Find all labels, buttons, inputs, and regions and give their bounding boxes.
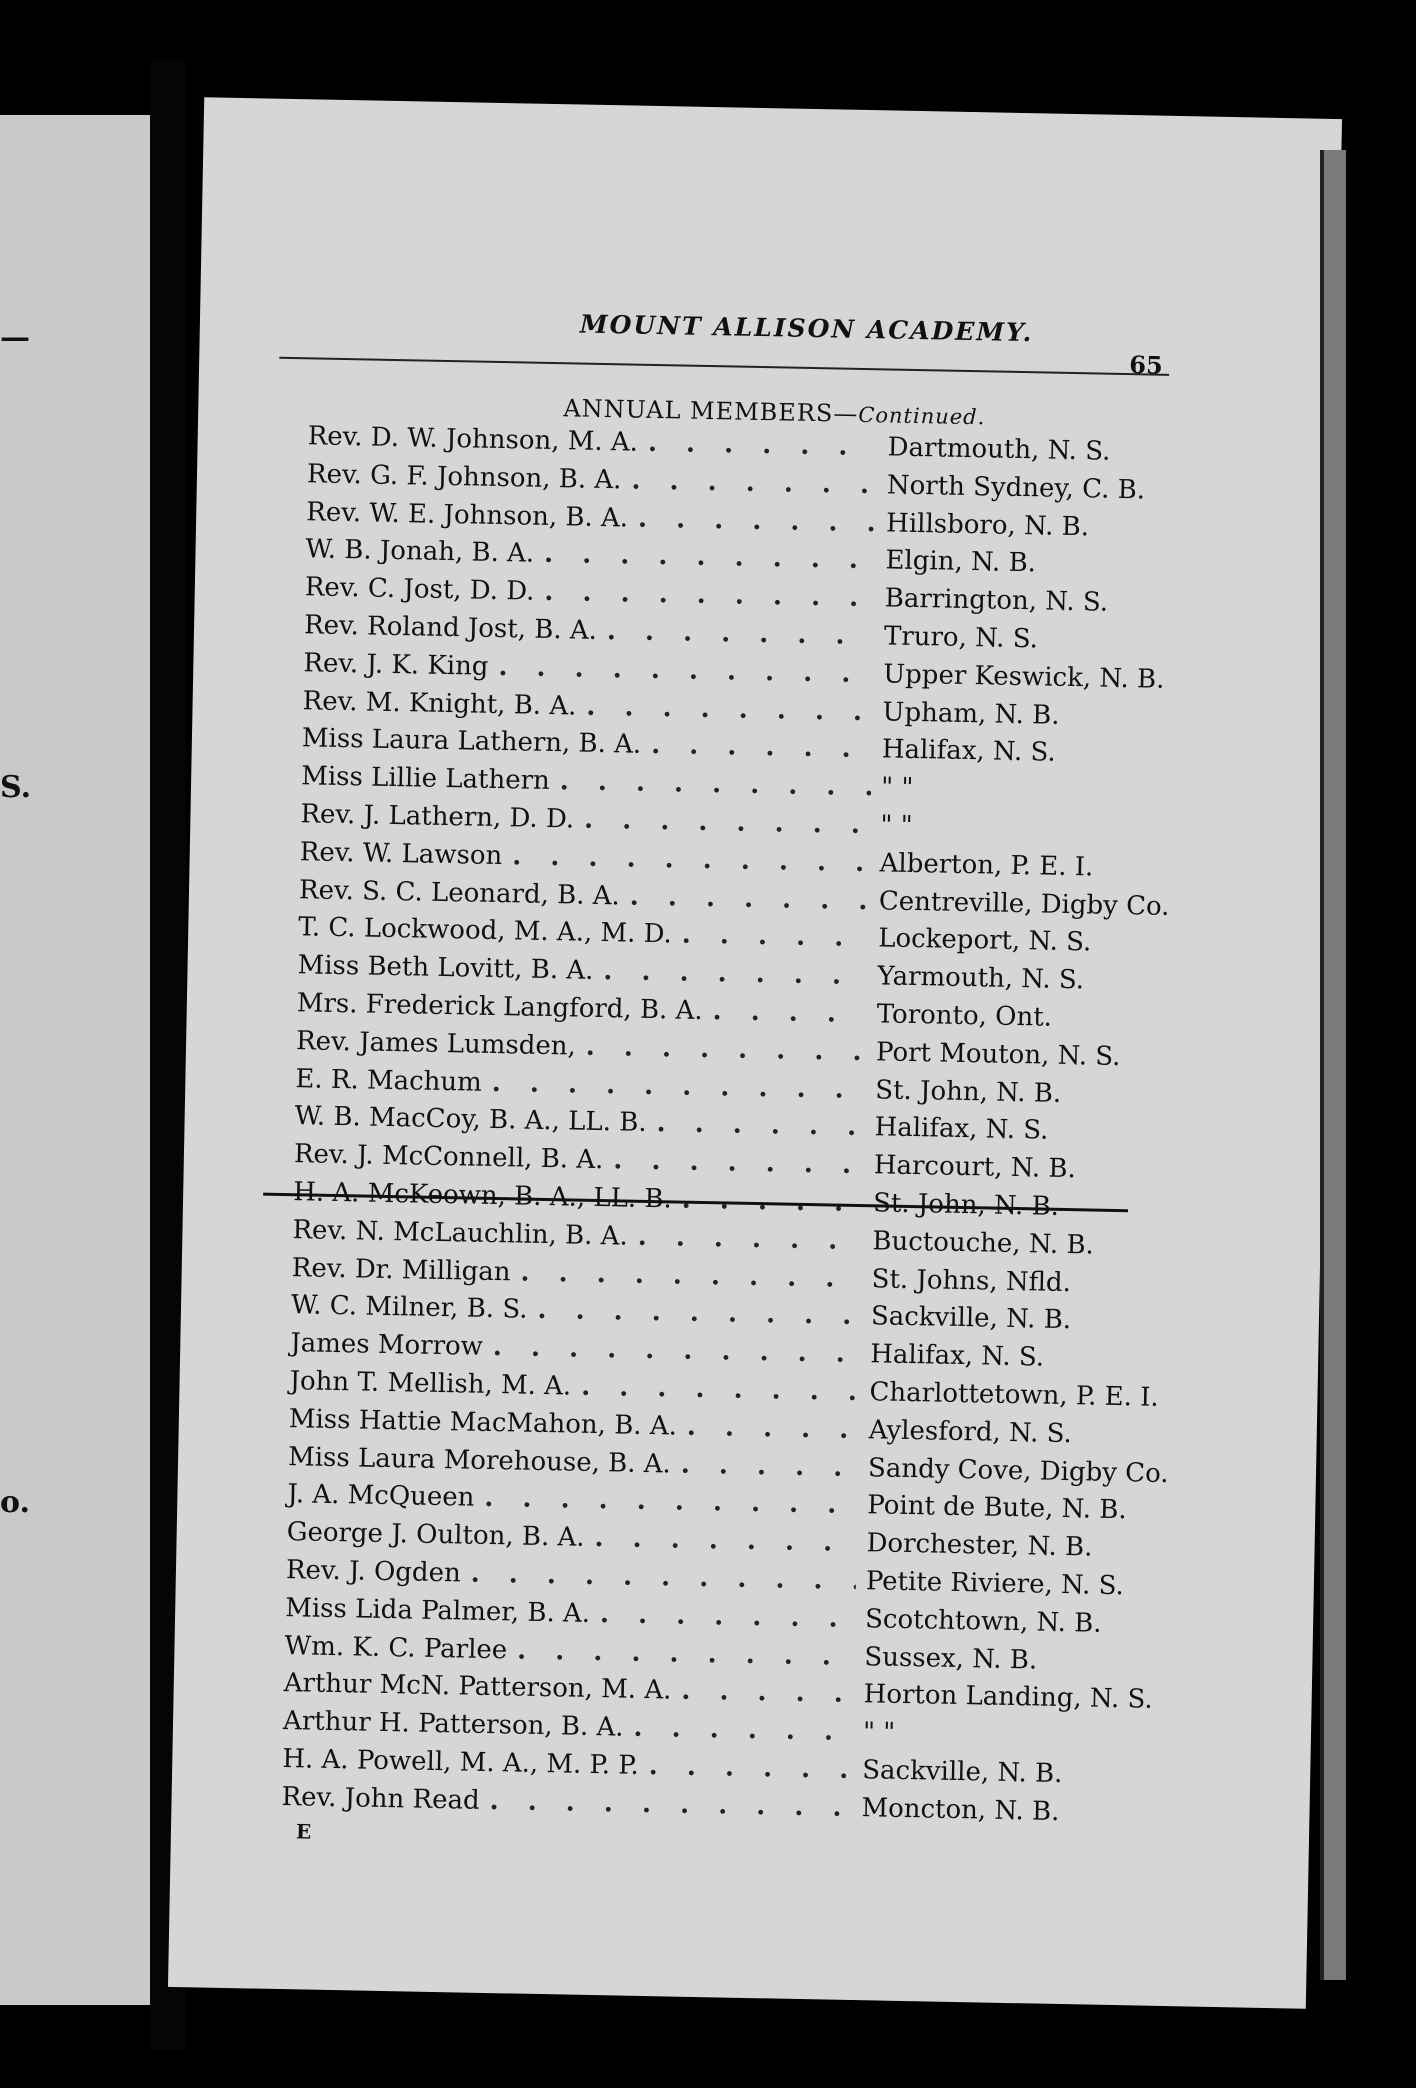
leader-dots <box>559 766 871 802</box>
leader-dots <box>638 503 877 538</box>
member-place: St. John, N. B. <box>872 1188 1060 1222</box>
member-place: Halifax, N. S. <box>874 1112 1049 1146</box>
leader-dots <box>498 652 873 689</box>
member-name: Rev. G. F. Johnson, B. A. <box>306 459 622 496</box>
signature-mark: E <box>295 1819 312 1844</box>
member-place: Halifax, N. S. <box>881 734 1056 769</box>
member-place: Buctouche, N. B. <box>872 1226 1095 1261</box>
member-name: Miss Laura Morehouse, B. A. <box>287 1441 672 1479</box>
member-place: Upper Keswick, N. B. <box>883 659 1165 695</box>
member-name: Rev. C. Jost, D. D. <box>304 572 535 607</box>
member-place: Halifax, N. S. <box>869 1339 1045 1373</box>
member-name: Wm. K. C. Parlee <box>284 1630 508 1665</box>
leader-dots <box>489 1786 851 1823</box>
member-name: H. A. McKeown, B. A., LL. B. <box>292 1177 673 1215</box>
member-name: Rev. J. Lathern, D. D. <box>300 799 575 835</box>
leader-dots <box>537 1295 861 1331</box>
member-name: Rev. N. McLauchlin, B. A. <box>292 1214 629 1252</box>
leader-dots <box>613 1145 864 1180</box>
member-name: H. A. Powell, M. A., M. P. P. <box>282 1743 640 1781</box>
member-name: Rev. John Read <box>281 1781 480 1816</box>
section-continued: Continued. <box>858 402 986 430</box>
member-name: Rev. Roland Jost, B. A. <box>303 610 598 646</box>
member-place: Upham, N. B. <box>882 696 1060 731</box>
member-place: Harcourt, N. B. <box>873 1150 1077 1185</box>
left-page-mark: S. <box>0 770 32 805</box>
leader-dots <box>492 1068 866 1105</box>
leader-dots <box>493 1332 861 1369</box>
member-name: J. A. McQueen <box>287 1479 475 1514</box>
left-page <box>0 115 150 2005</box>
leader-dots <box>631 465 877 500</box>
member-name: Rev. J. McConnell, B. A. <box>293 1139 604 1176</box>
member-name: Rev. W. Lawson <box>299 836 503 871</box>
member-name: John T. Mellish, M. A. <box>289 1366 572 1402</box>
member-name: Miss Laura Lathern, B. A. <box>301 723 642 761</box>
leader-dots <box>470 1559 856 1596</box>
member-place: Sussex, N. B. <box>864 1641 1038 1676</box>
member-name: W. C. Milner, B. S. <box>290 1290 528 1326</box>
leader-dots <box>586 1032 867 1067</box>
member-place: Alberton, P. E. I. <box>879 848 1094 883</box>
member-place: Truro, N. S. <box>883 621 1039 655</box>
member-name: George J. Oulton, B. A. <box>286 1517 585 1553</box>
member-place: Point de Bute, N. B. <box>867 1490 1127 1526</box>
member-name: Mrs. Frederick Langford, B. A. <box>296 988 703 1026</box>
leader-dots <box>682 920 869 954</box>
left-page-mark: — <box>0 320 30 355</box>
member-place: Lockeport, N. S. <box>877 923 1092 958</box>
member-place: Scotchtown, N. B. <box>864 1603 1102 1639</box>
member-place: Elgin, N. B. <box>885 545 1037 579</box>
member-name: Rev. M. Knight, B. A. <box>302 685 577 722</box>
member-name: Arthur McN. Patterson, M. A. <box>283 1668 672 1706</box>
page <box>168 97 1342 2008</box>
running-head: MOUNT ALLISON ACADEMY. <box>579 309 1034 348</box>
member-place: " " <box>880 810 913 841</box>
member-list <box>281 421 1188 1836</box>
leader-dots <box>687 1411 859 1444</box>
member-name: W. B. MacCoy, B. A., LL. B. <box>294 1101 647 1139</box>
leader-dots <box>651 730 872 764</box>
leader-dots <box>584 805 871 840</box>
leader-dots <box>637 1222 862 1256</box>
leader-dots <box>681 1449 859 1482</box>
member-place: Hillsboro, N. B. <box>885 508 1090 542</box>
member-name: Rev. D. W. Johnson, M. A. <box>307 421 639 458</box>
left-page-mark: o. <box>0 1485 30 1520</box>
leader-dots <box>656 1108 865 1142</box>
member-place: North Sydney, C. B. <box>886 470 1146 506</box>
member-place: Sackville, N. B. <box>861 1755 1063 1789</box>
member-name: Rev. S. C. Leonard, B. A. <box>298 874 621 911</box>
member-place: Yarmouth, N. S. <box>877 961 1085 996</box>
member-place: Moncton, N. B. <box>861 1792 1060 1827</box>
leader-dots <box>630 881 870 916</box>
section-title: ANNUAL MEMBERS— <box>563 394 859 428</box>
leader-dots <box>544 539 876 575</box>
member-place: Toronto, Ont. <box>876 999 1053 1033</box>
member-place: Barrington, N. S. <box>884 583 1109 618</box>
member-place: St. Johns, Nfld. <box>871 1263 1072 1298</box>
member-place: Horton Landing, N. S. <box>863 1679 1153 1716</box>
member-name: Rev. J. Ogden <box>285 1555 462 1589</box>
member-name: Rev. W. E. Johnson, B. A. <box>306 496 629 534</box>
leader-dots <box>648 428 878 462</box>
leader-dots <box>607 616 875 651</box>
member-place: " " <box>880 772 914 804</box>
leader-dots <box>712 996 867 1029</box>
member-place: Sandy Cove, Digby Co. <box>867 1452 1169 1489</box>
member-name: Miss Lillie Lathern <box>300 761 551 797</box>
member-place: Dartmouth, N. S. <box>887 432 1111 467</box>
leader-dots <box>600 1599 856 1634</box>
member-place: Sackville, N. B. <box>870 1301 1072 1336</box>
member-name: Rev. James Lumsden, <box>295 1025 577 1062</box>
member-name: T. C. Lockwood, M. A., M. D. <box>298 912 673 950</box>
leader-dots <box>520 1257 862 1294</box>
member-name: Miss Lida Palmer, B. A. <box>284 1592 591 1629</box>
leader-dots <box>681 1676 854 1709</box>
member-place: Centreville, Digby Co. <box>878 885 1170 922</box>
member-place: Dorchester, N. B. <box>866 1528 1093 1563</box>
member-place: St. John, N. B. <box>875 1074 1062 1109</box>
member-name: James Morrow <box>290 1328 484 1362</box>
section-heading <box>563 394 986 430</box>
leader-dots <box>544 577 875 613</box>
page-edge <box>1320 150 1346 1980</box>
member-place: Petite Riviere, N. S. <box>865 1566 1125 1602</box>
leader-dots <box>633 1713 853 1747</box>
leader-dots <box>586 691 873 726</box>
member-place: " " <box>862 1717 896 1748</box>
leader-dots <box>581 1372 860 1407</box>
member-name: E. R. Machum <box>295 1063 483 1098</box>
member-name: Rev. J. K. King <box>303 648 489 682</box>
leader-dots <box>603 956 868 991</box>
member-name: Arthur H. Patterson, B. A. <box>282 1706 624 1743</box>
leader-dots <box>649 1751 853 1785</box>
member-name: Miss Beth Lovitt, B. A. <box>297 950 594 987</box>
header-rule <box>279 357 1169 376</box>
page-number: 65 <box>1129 350 1163 380</box>
member-place: Charlottetown, P. E. I. <box>869 1377 1159 1413</box>
member-place: Port Mouton, N. S. <box>875 1037 1121 1072</box>
leader-dots <box>594 1523 857 1558</box>
leader-dots <box>484 1483 857 1520</box>
member-name: W. B. Jonah, B. A. <box>305 534 535 570</box>
leader-dots <box>512 841 870 878</box>
member-place: Aylesford, N. S. <box>868 1414 1073 1449</box>
member-name: Rev. Dr. Milligan <box>291 1252 511 1287</box>
member-name: Miss Hattie MacMahon, B. A. <box>288 1403 678 1442</box>
leader-dots <box>517 1635 855 1671</box>
